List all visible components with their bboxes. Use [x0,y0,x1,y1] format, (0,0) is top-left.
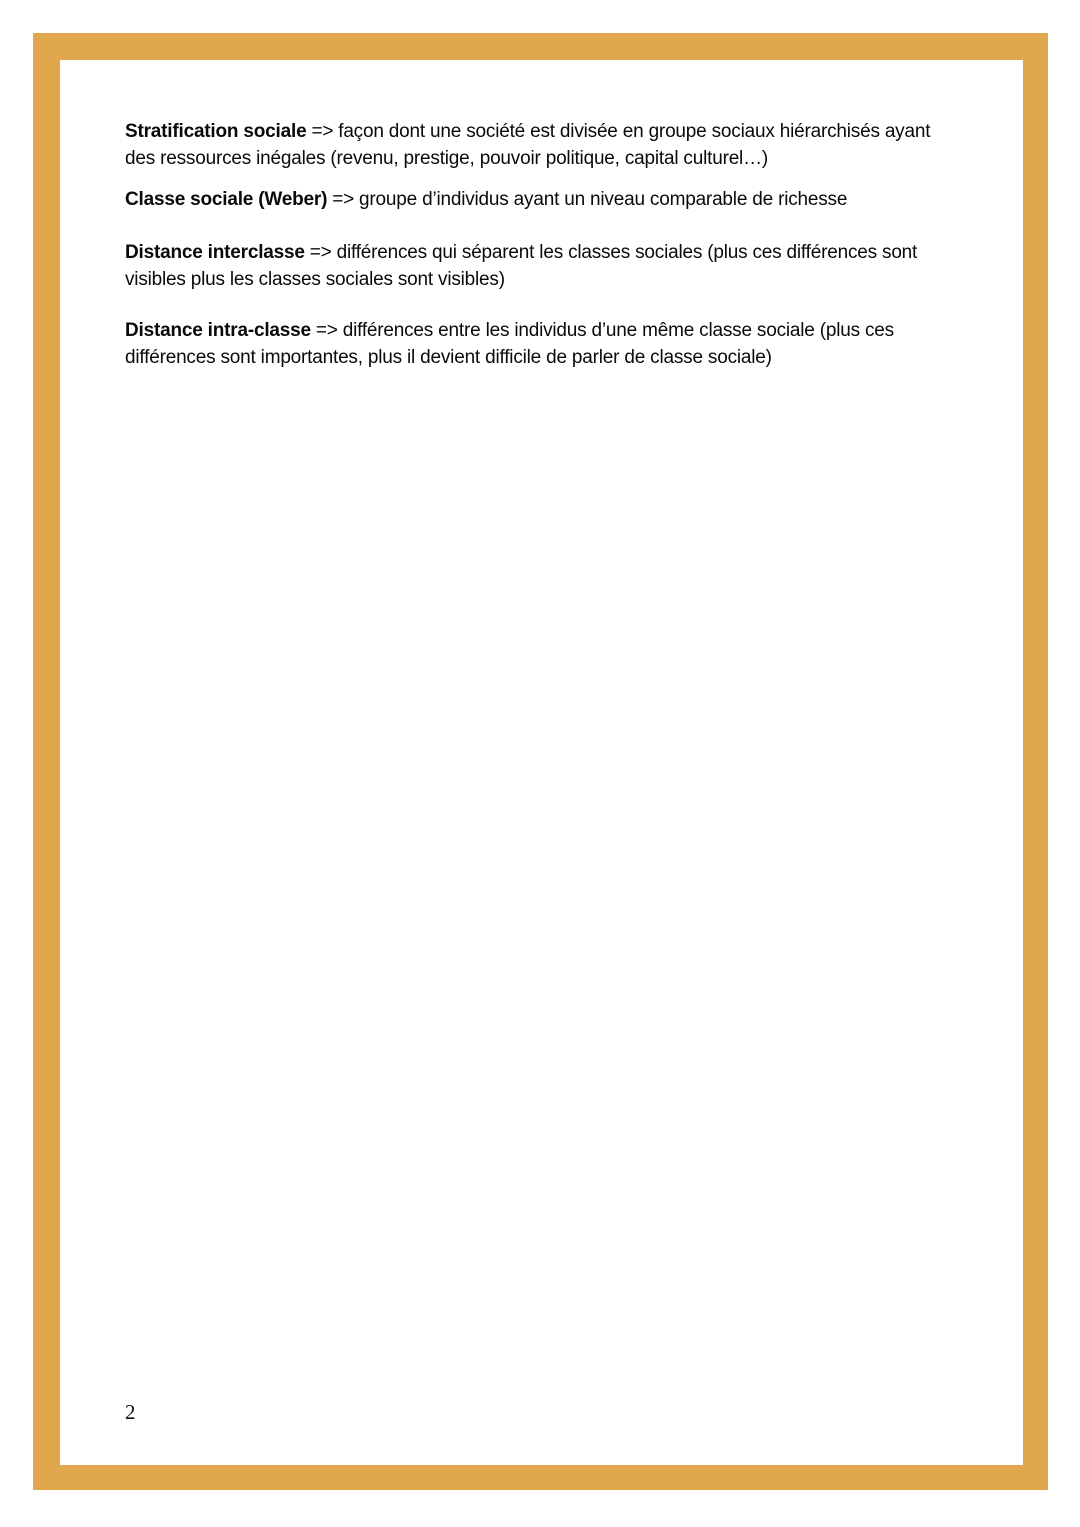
term-text: Classe sociale (Weber) [125,189,328,210]
page-border-frame [33,33,1048,1490]
page-number: 2 [125,1400,136,1424]
arrow-separator: => [332,189,355,210]
definition-paragraph [125,317,955,371]
arrow-separator: => [311,121,334,142]
definition-paragraph [125,118,955,172]
arrow-separator: => [315,320,338,341]
term-text: Distance interclasse [125,242,305,263]
arrow-separator: => [309,242,332,263]
definition-paragraph [125,239,955,293]
page-content [125,118,955,385]
definition-paragraph [125,186,885,213]
definition-text: façon dont une société est divisée en groupe sociaux hiérarchisés ayant des ressources inégales (revenu, prestige, pouvoir politique, capital culturel…) [125,121,931,169]
term-text: Stratification sociale [125,121,307,142]
document-page [60,60,1023,1465]
definition-text: différences qui séparent les classes sociales (plus ces différences sont visibles plus les classes sociales sont visibles) [125,242,918,290]
definition-text: groupe d’individus ayant un niveau comparable de richesse [359,189,848,210]
definition-text: différences entre les individus d’une même classe sociale (plus ces différences sont importantes, plus il devient difficile de parler de classe sociale) [125,320,894,368]
term-text: Distance intra-classe [125,320,311,341]
